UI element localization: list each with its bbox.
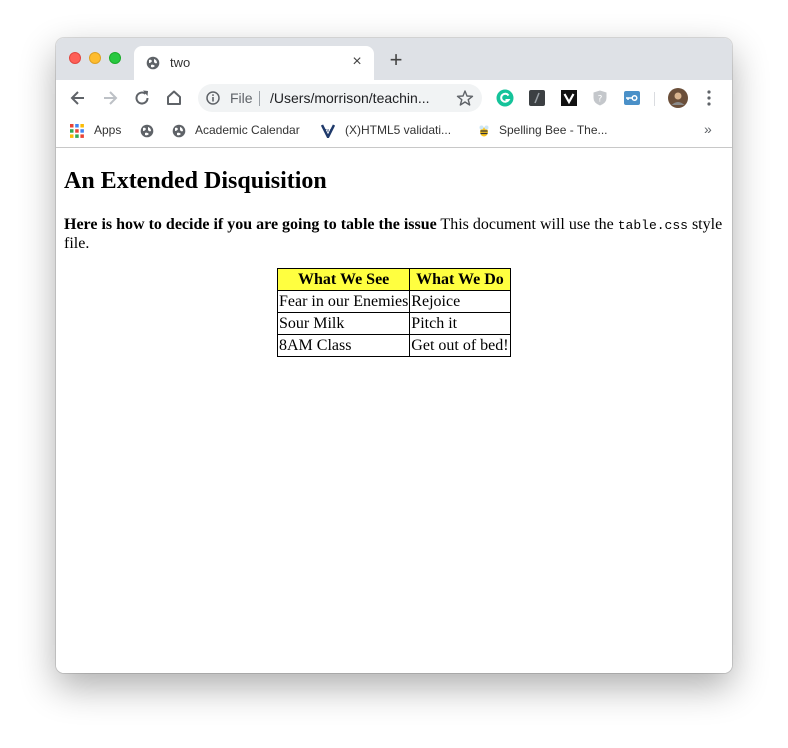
extension-dark-icon[interactable] bbox=[528, 89, 546, 107]
globe-icon bbox=[146, 56, 160, 70]
table-header-cell: What We Do bbox=[410, 269, 510, 291]
bookmark-apps[interactable]: Apps bbox=[94, 123, 122, 137]
close-window-button[interactable] bbox=[69, 52, 81, 64]
address-bar[interactable] bbox=[198, 84, 482, 112]
table-row bbox=[278, 335, 511, 357]
key-extension-icon[interactable] bbox=[623, 89, 641, 107]
omnibox-separator bbox=[259, 91, 260, 106]
zoom-window-button[interactable] bbox=[109, 52, 121, 64]
back-icon[interactable] bbox=[68, 88, 88, 108]
issues-table bbox=[277, 268, 511, 357]
bookmark-star-icon[interactable] bbox=[456, 89, 474, 107]
profile-avatar[interactable] bbox=[668, 88, 688, 108]
page-content bbox=[56, 148, 732, 673]
toolbar-divider bbox=[654, 92, 655, 106]
svg-text:?: ? bbox=[597, 94, 603, 105]
bookmarks-overflow-chevron[interactable]: » bbox=[704, 121, 712, 137]
intro-bold-text: Here is how to decide if you are going to table the issue bbox=[64, 216, 437, 233]
scheme-label: File bbox=[230, 90, 253, 106]
apps-grid-icon[interactable] bbox=[70, 124, 84, 138]
more-menu-icon[interactable] bbox=[700, 88, 718, 108]
table-cell: Fear in our Enemies bbox=[278, 291, 410, 313]
toolbar bbox=[56, 80, 732, 116]
title-bar bbox=[56, 38, 732, 80]
globe-icon[interactable] bbox=[172, 124, 186, 138]
table-cell: 8AM Class bbox=[278, 335, 410, 357]
intro-paragraph bbox=[64, 216, 728, 253]
bookmark-academic-calendar[interactable]: Academic Calendar bbox=[195, 123, 300, 137]
validator-icon[interactable] bbox=[321, 124, 335, 138]
tab-title: two bbox=[170, 55, 191, 70]
url-text[interactable]: /Users/morrison/teachin... bbox=[270, 90, 430, 106]
browser-window bbox=[56, 38, 732, 673]
table-row bbox=[278, 313, 511, 335]
reload-icon[interactable] bbox=[132, 88, 152, 108]
table-cell: Pitch it bbox=[410, 313, 510, 335]
table-header-cell: What We See bbox=[278, 269, 410, 291]
home-icon[interactable] bbox=[164, 88, 184, 108]
intro-text-2: style file. bbox=[64, 216, 723, 252]
globe-icon[interactable] bbox=[140, 124, 154, 138]
vimium-icon[interactable] bbox=[560, 89, 578, 107]
bookmarks-bar bbox=[56, 116, 732, 148]
table-header-row bbox=[278, 269, 511, 291]
active-tab[interactable] bbox=[134, 46, 374, 80]
svg-text:nu: nu bbox=[324, 128, 332, 134]
intro-text-1: This document will use the bbox=[436, 216, 618, 233]
info-icon[interactable] bbox=[206, 91, 220, 105]
table-row bbox=[278, 291, 511, 313]
bookmark-html5-validator[interactable]: (X)HTML5 validati... bbox=[345, 123, 452, 137]
minimize-window-button[interactable] bbox=[89, 52, 101, 64]
forward-icon[interactable] bbox=[100, 88, 120, 108]
shield-icon[interactable] bbox=[591, 89, 609, 107]
page-heading: An Extended Disquisition bbox=[64, 168, 327, 194]
new-tab-button[interactable]: + bbox=[389, 47, 403, 72]
bee-icon[interactable] bbox=[477, 124, 491, 138]
bookmark-spelling-bee[interactable]: Spelling Bee - The... bbox=[499, 123, 608, 137]
table-cell: Sour Milk bbox=[278, 313, 410, 335]
table-cell: Rejoice bbox=[410, 291, 510, 313]
intro-code: table.css bbox=[617, 218, 688, 233]
table-cell: Get out of bed! bbox=[410, 335, 510, 357]
close-tab-icon[interactable]: × bbox=[352, 53, 362, 70]
grammarly-icon[interactable] bbox=[496, 89, 514, 107]
